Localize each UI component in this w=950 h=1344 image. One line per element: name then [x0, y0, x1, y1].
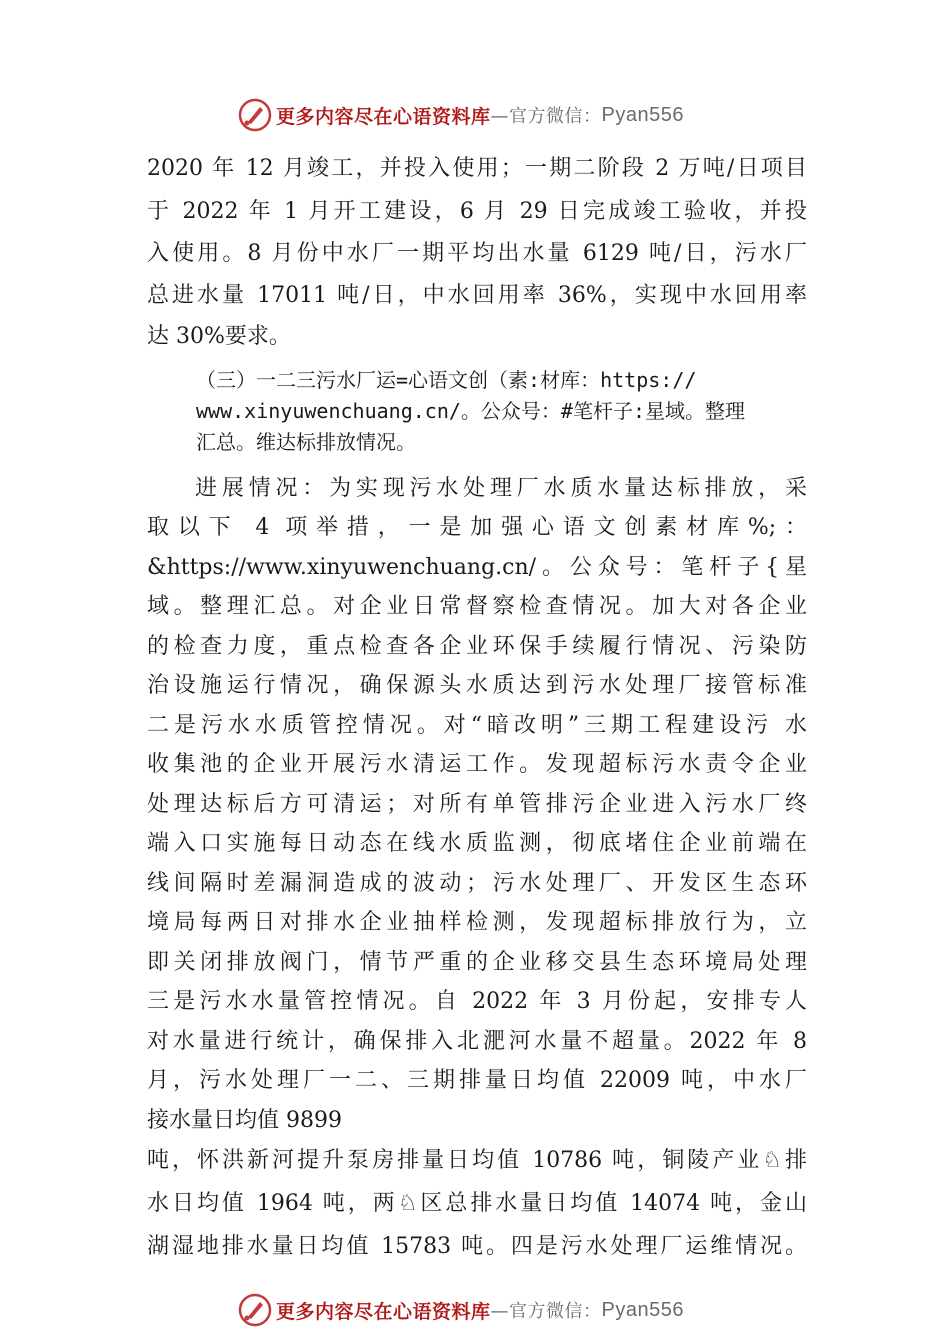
- text-line: 2020 年 12 月竣工，并投入使用；一期二阶段 2 万吨/日项目: [147, 156, 807, 181]
- banner-title: 更多内容尽在心语资料库: [276, 1300, 491, 1323]
- banner-title: 更多内容尽在心语资料库: [276, 105, 491, 128]
- header-watermark-banner: [238, 97, 684, 133]
- text-line: 湖湿地排水量日均值 15783 吨。四是污水处理厂运维情况。: [147, 1234, 807, 1259]
- text-line: 即关闭排放阀门，情节严重的企业移交县生态环境局处理: [147, 950, 807, 975]
- text-line: 二是污水水质管控情况。对“暗改明”三期工程建设污 水: [147, 713, 807, 738]
- banner-account: Pyan556: [601, 103, 684, 126]
- text-line: 达 30%要求。: [147, 324, 291, 349]
- brand-logo-icon: [238, 98, 272, 132]
- text-line: 收集池的企业开展污水清运工作。发现超标污水责令企业: [147, 752, 807, 777]
- text-line: 处理达标后方可清运；对所有单管排污企业进入污水厂终: [147, 792, 807, 817]
- banner-wechat-label: —官方微信：: [490, 106, 602, 127]
- text-line: 吨，怀洪新河提升泵房排量日均值 10786 吨，铜陵产业♘排: [147, 1148, 807, 1173]
- text-line: 进展情况：为实现污水处理厂水质水量达标排放，采: [195, 476, 807, 501]
- banner-account: Pyan556: [601, 1298, 684, 1321]
- text-line: 接水量日均值 9899: [147, 1108, 342, 1133]
- text-line: 境局每两日对排水企业抽样检测，发现超标排放行为，立: [147, 910, 807, 935]
- banner-wechat-label: —官方微信：: [490, 1301, 602, 1322]
- text-line: 入使用。8 月份中水厂一期平均出水量 6129 吨/日，污水厂: [147, 241, 807, 266]
- text-line: 域。整理汇总。对企业日常督察检查情况。加大对各企业: [147, 594, 807, 619]
- section-heading-line: （三）一二三污水厂运=心语文创（素:材库：https://: [196, 368, 697, 392]
- text-line: &https://www.xinyuwenchuang.cn/。公众号：笔杆子{星: [147, 555, 807, 580]
- text-line: 于 2022 年 1 月开工建设，6 月 29 日完成竣工验收，并投: [147, 199, 807, 224]
- text-line: 治设施运行情况，确保源头水质达到污水处理厂接管标准: [147, 673, 807, 698]
- footer-watermark-banner: [238, 1292, 684, 1328]
- text-line: 对水量进行统计，确保排入北淝河水量不超量。2022 年 8: [147, 1029, 807, 1054]
- text-line: 总进水量 17011 吨/日，中水回用率 36%，实现中水回用率: [147, 283, 807, 308]
- text-line: 的检查力度，重点检查各企业环保手续履行情况、污染防: [147, 634, 807, 659]
- section-heading-line: www.xinyuwenchuang.cn/。公众号：#笔杆子:星域。整理: [196, 399, 745, 423]
- section-heading-line: 汇总。维达标排放情况。: [196, 430, 416, 454]
- text-line: 端入口实施每日动态在线水质监测，彻底堵住企业前端在: [147, 831, 807, 856]
- text-line: 月，污水处理厂一二、三期排量日均值 22009 吨，中水厂: [147, 1068, 807, 1093]
- brand-logo-icon: [238, 1293, 272, 1327]
- text-line: 水日均值 1964 吨，两♘区总排水量日均值 14074 吨，金山: [147, 1191, 807, 1216]
- text-line: 三是污水水量管控情况。自 2022 年 3 月份起，安排专人: [147, 989, 807, 1014]
- text-line: 取以下 4 项举措，一是加强心语文创素材库%;：: [147, 515, 807, 540]
- text-line: 线间隔时差漏洞造成的波动；污水处理厂、开发区生态环: [147, 871, 807, 896]
